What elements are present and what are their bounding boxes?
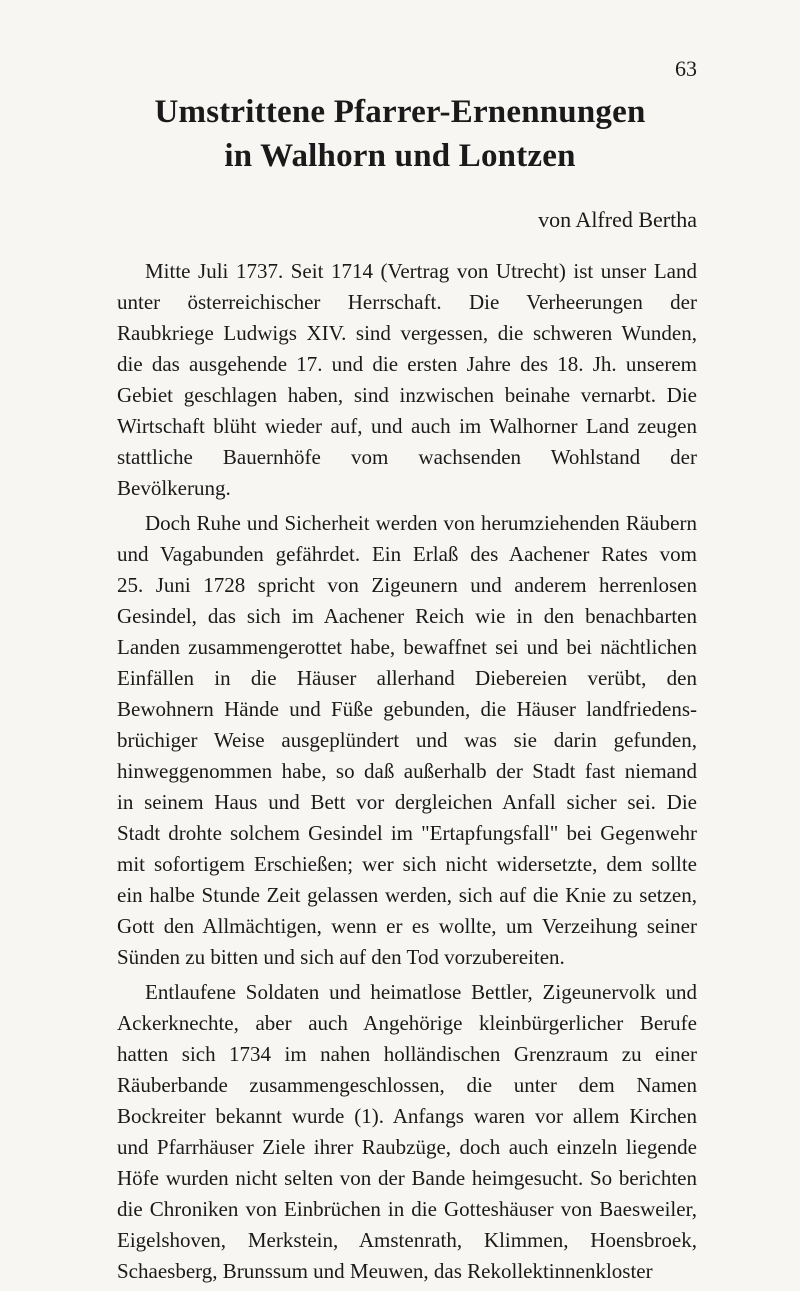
text-line: Gebiet geschlagen haben, sind inzwischen beinahe vernarbt. Die <box>117 383 697 407</box>
text-line: Doch Ruhe und Sicherheit werden von herumziehenden Räubern <box>145 511 697 535</box>
paragraph <box>117 508 697 973</box>
text-line: Raubkriege Ludwigs XIV. sind vergessen, die schweren Wunden, <box>117 321 697 345</box>
text-line: die das ausgehende 17. und die ersten Jahre des 18. Jh. unserem <box>117 352 697 376</box>
text-line: hinweggenommen habe, so daß außerhalb der Stadt fast niemand <box>117 759 697 783</box>
text-line: Einfällen in die Häuser allerhand Diebereien verübt, den <box>117 666 697 690</box>
text-line: Gesindel, das sich im Aachener Reich wie in den benachbarten <box>117 604 697 628</box>
text-line: Bockreiter bekannt wurde (1). Anfangs waren vor allem Kirchen <box>117 1104 697 1128</box>
title-line: in Walhorn und Lontzen <box>224 138 576 174</box>
title-line: Umstrittene Pfarrer-Ernennungen <box>154 94 646 130</box>
text-line: stattliche Bauernhöfe vom wachsenden Wohlstand der <box>117 445 697 469</box>
text-line: in seinem Haus und Bett vor dergleichen Anfall sicher sei. Die <box>117 790 697 814</box>
text-line: unter österreichischer Herrschaft. Die Verheerungen der <box>117 290 697 314</box>
text-line: Mitte Juli 1737. Seit 1714 (Vertrag von Utrecht) ist unser Land <box>145 259 697 283</box>
text-line: Ackerknechte, aber auch Angehörige kleinbürgerlicher Berufe <box>117 1011 697 1035</box>
text-line: und Pfarrhäuser Ziele ihrer Raubzüge, doch auch einzeln liegende <box>117 1135 697 1159</box>
text-line: Räuberbande zusammengeschlossen, die unter dem Namen <box>117 1073 697 1097</box>
page-title <box>0 90 800 178</box>
text-line: und Vagabunden gefährdet. Ein Erlaß des Aachener Rates vom <box>117 542 697 566</box>
text-line: brüchiger Weise ausgeplündert und was sie darin gefunden, <box>117 728 697 752</box>
text-line: Wirtschaft blüht wieder auf, und auch im Walhorner Land zeugen <box>117 414 697 438</box>
paragraph <box>117 256 697 504</box>
text-line: Eigelshoven, Merkstein, Amstenrath, Klimmen, Hoensbroek, <box>117 1228 697 1252</box>
text-line: Landen zusammengerottet habe, bewaffnet sei und bei nächtlichen <box>117 635 697 659</box>
text-line: die Chroniken von Einbrüchen in die Gotteshäuser von Baesweiler, <box>117 1197 697 1221</box>
text-line: 25. Juni 1728 spricht von Zigeunern und anderem herrenlosen <box>117 573 697 597</box>
page-number: 63 <box>675 56 697 81</box>
text-line: hatten sich 1734 im nahen holländischen Grenzraum zu einer <box>117 1042 697 1066</box>
text-line: ein halbe Stunde Zeit gelassen werden, sich auf die Knie zu setzen, <box>117 883 697 907</box>
text-line: Stadt drohte solchem Gesindel im "Ertapfungsfall" bei Gegenwehr <box>117 821 697 845</box>
text-line: Bevölkerung. <box>117 476 231 500</box>
article-body <box>117 256 697 1291</box>
text-line: Entlaufene Soldaten und heimatlose Bettler, Zigeunervolk und <box>145 980 697 1004</box>
text-line: Bewohnern Hände und Füße gebunden, die Häuser landfriedens- <box>117 697 697 721</box>
paragraph <box>117 977 697 1287</box>
text-line: Gott den Allmächtigen, wenn er es wollte, um Verzeihung seiner <box>117 914 697 938</box>
text-line: mit sofortigem Erschießen; wer sich nicht widersetzte, dem sollte <box>117 852 697 876</box>
author-byline: von Alfred Bertha <box>538 207 697 232</box>
text-line: Sünden zu bitten und sich auf den Tod vorzubereiten. <box>117 945 565 969</box>
text-line: Schaesberg, Brunssum und Meuwen, das Rekollektinnenkloster <box>117 1259 653 1283</box>
text-line: Höfe wurden nicht selten von der Bande heimgesucht. So berichten <box>117 1166 697 1190</box>
